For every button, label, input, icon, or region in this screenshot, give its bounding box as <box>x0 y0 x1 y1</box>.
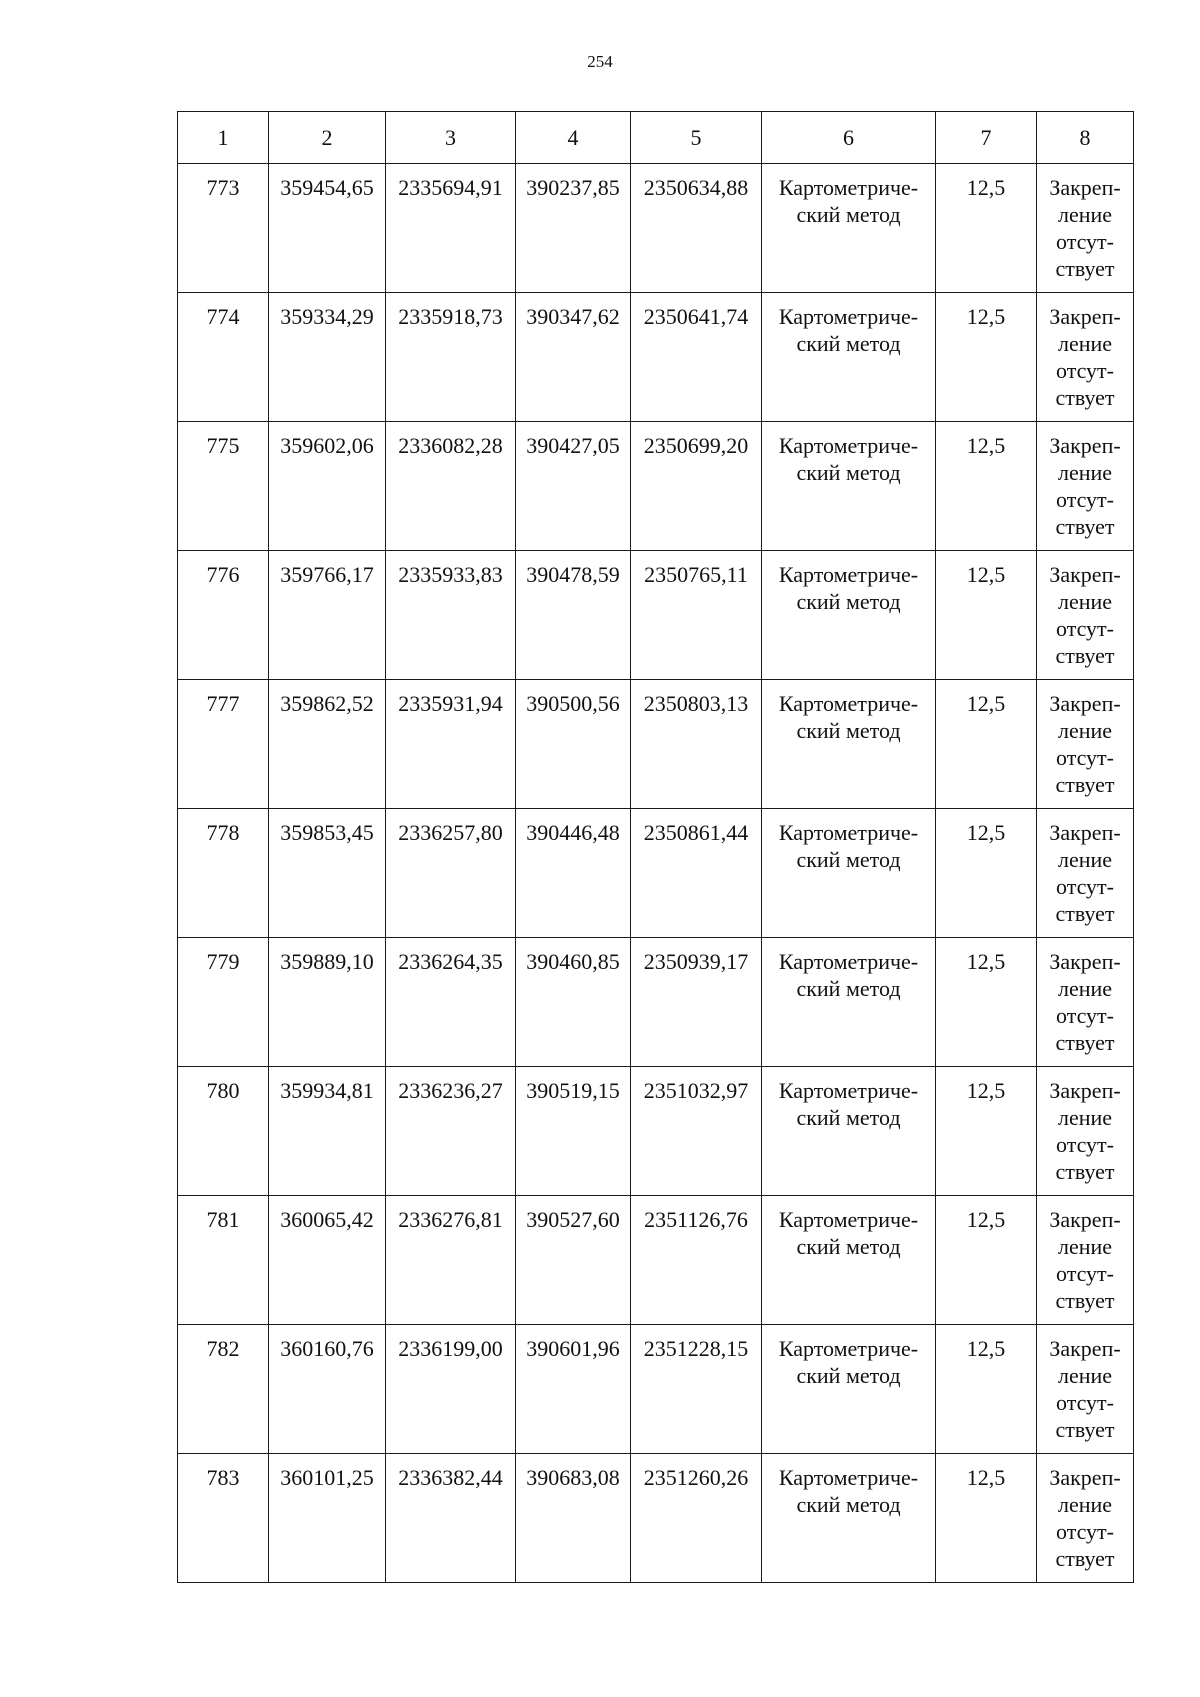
coord-x1-cell: 359766,17 <box>269 551 386 680</box>
marking-cell <box>1037 809 1134 938</box>
table-row <box>178 551 1134 680</box>
method-line: ский метод <box>796 460 901 485</box>
method-cell <box>762 551 936 680</box>
marking-line: отсут- <box>1055 487 1114 512</box>
coord-x2-cell: 390527,60 <box>516 1196 631 1325</box>
table-row <box>178 809 1134 938</box>
accuracy-cell: 12,5 <box>936 422 1037 551</box>
table-row <box>178 422 1134 551</box>
coord-y2-cell: 2351260,26 <box>631 1454 762 1583</box>
table-header <box>178 112 1134 164</box>
coord-y1-cell: 2336199,00 <box>386 1325 516 1454</box>
marking-line: ствует <box>1055 385 1115 410</box>
coord-x1-cell: 360160,76 <box>269 1325 386 1454</box>
marking-line: ление <box>1057 718 1113 743</box>
accuracy-cell: 12,5 <box>936 551 1037 680</box>
coord-x2-cell: 390237,85 <box>516 164 631 293</box>
marking-line: ствует <box>1055 643 1115 668</box>
coord-y2-cell: 2350861,44 <box>631 809 762 938</box>
marking-line: ствует <box>1055 256 1115 281</box>
coord-x1-cell: 360101,25 <box>269 1454 386 1583</box>
marking-line: отсут- <box>1055 1261 1114 1286</box>
method-line: Картометриче- <box>778 562 919 587</box>
marking-line: отсут- <box>1055 1003 1114 1028</box>
marking-line: ствует <box>1055 1417 1115 1442</box>
marking-cell <box>1037 680 1134 809</box>
marking-line: ствует <box>1055 514 1115 539</box>
method-cell <box>762 1325 936 1454</box>
header-cell: 7 <box>936 112 1037 164</box>
table-row <box>178 293 1134 422</box>
coord-y2-cell: 2350939,17 <box>631 938 762 1067</box>
method-line: ский метод <box>796 1363 901 1388</box>
marking-line: отсут- <box>1055 1132 1114 1157</box>
method-line: Картометриче- <box>778 1465 919 1490</box>
coord-x2-cell: 390446,48 <box>516 809 631 938</box>
coord-x2-cell: 390347,62 <box>516 293 631 422</box>
coordinates-table <box>177 111 1134 1583</box>
coord-y2-cell: 2351126,76 <box>631 1196 762 1325</box>
method-cell <box>762 680 936 809</box>
marking-cell <box>1037 1196 1134 1325</box>
point-number-cell: 773 <box>178 164 269 293</box>
marking-line: ствует <box>1055 1546 1115 1571</box>
marking-line: Закреп- <box>1049 1465 1121 1490</box>
marking-line: Закреп- <box>1049 1336 1121 1361</box>
marking-cell <box>1037 1454 1134 1583</box>
marking-line: ствует <box>1055 1030 1115 1055</box>
method-line: ский метод <box>796 976 901 1001</box>
method-cell <box>762 809 936 938</box>
header-cell: 5 <box>631 112 762 164</box>
header-cell: 2 <box>269 112 386 164</box>
coord-y1-cell: 2335918,73 <box>386 293 516 422</box>
marking-line: Закреп- <box>1049 175 1121 200</box>
marking-line: Закреп- <box>1049 1207 1121 1232</box>
point-number-cell: 774 <box>178 293 269 422</box>
coord-x1-cell: 359454,65 <box>269 164 386 293</box>
method-line: Картометриче- <box>778 433 919 458</box>
method-line: Картометриче- <box>778 175 919 200</box>
point-number-cell: 775 <box>178 422 269 551</box>
coord-y2-cell: 2350803,13 <box>631 680 762 809</box>
accuracy-cell: 12,5 <box>936 938 1037 1067</box>
coord-x1-cell: 359934,81 <box>269 1067 386 1196</box>
coord-y2-cell: 2351228,15 <box>631 1325 762 1454</box>
marking-line: ствует <box>1055 1159 1115 1184</box>
marking-cell <box>1037 422 1134 551</box>
coord-x2-cell: 390683,08 <box>516 1454 631 1583</box>
method-line: ский метод <box>796 589 901 614</box>
point-number-cell: 778 <box>178 809 269 938</box>
coord-y2-cell: 2350634,88 <box>631 164 762 293</box>
marking-cell <box>1037 164 1134 293</box>
point-number-cell: 780 <box>178 1067 269 1196</box>
marking-line: отсут- <box>1055 229 1114 254</box>
table-row <box>178 1454 1134 1583</box>
header-cell: 4 <box>516 112 631 164</box>
page-number: 254 <box>587 52 613 71</box>
method-line: Картометриче- <box>778 691 919 716</box>
marking-line: ление <box>1057 202 1113 227</box>
accuracy-cell: 12,5 <box>936 1325 1037 1454</box>
marking-cell <box>1037 1067 1134 1196</box>
marking-line: Закреп- <box>1049 1078 1121 1103</box>
coord-x1-cell: 359602,06 <box>269 422 386 551</box>
header-cell: 8 <box>1037 112 1134 164</box>
marking-line: ствует <box>1055 1288 1115 1313</box>
accuracy-cell: 12,5 <box>936 680 1037 809</box>
marking-cell <box>1037 1325 1134 1454</box>
coord-y2-cell: 2350641,74 <box>631 293 762 422</box>
marking-line: Закреп- <box>1049 304 1121 329</box>
marking-cell <box>1037 551 1134 680</box>
point-number-cell: 776 <box>178 551 269 680</box>
marking-line: отсут- <box>1055 1519 1114 1544</box>
accuracy-cell: 12,5 <box>936 164 1037 293</box>
table-row <box>178 1196 1134 1325</box>
coord-x2-cell: 390460,85 <box>516 938 631 1067</box>
method-line: ский метод <box>796 718 901 743</box>
method-cell <box>762 1454 936 1583</box>
method-line: ский метод <box>796 847 901 872</box>
method-cell <box>762 938 936 1067</box>
accuracy-cell: 12,5 <box>936 1067 1037 1196</box>
coord-x1-cell: 359334,29 <box>269 293 386 422</box>
marking-line: отсут- <box>1055 874 1114 899</box>
point-number-cell: 782 <box>178 1325 269 1454</box>
point-number-cell: 777 <box>178 680 269 809</box>
marking-line: ление <box>1057 1105 1113 1130</box>
method-cell <box>762 293 936 422</box>
marking-line: Закреп- <box>1049 691 1121 716</box>
method-line: ский метод <box>796 1105 901 1130</box>
method-cell <box>762 1067 936 1196</box>
table-row <box>178 1325 1134 1454</box>
coord-y1-cell: 2336264,35 <box>386 938 516 1067</box>
coord-x2-cell: 390500,56 <box>516 680 631 809</box>
method-line: ский метод <box>796 1234 901 1259</box>
marking-line: ление <box>1057 331 1113 356</box>
marking-line: отсут- <box>1055 1390 1114 1415</box>
coord-y1-cell: 2335931,94 <box>386 680 516 809</box>
accuracy-cell: 12,5 <box>936 809 1037 938</box>
marking-line: отсут- <box>1055 616 1114 641</box>
point-number-cell: 781 <box>178 1196 269 1325</box>
method-line: Картометриче- <box>778 1078 919 1103</box>
coord-y2-cell: 2350765,11 <box>631 551 762 680</box>
method-line: ский метод <box>796 202 901 227</box>
accuracy-cell: 12,5 <box>936 1196 1037 1325</box>
marking-line: ление <box>1057 1492 1113 1517</box>
marking-line: ствует <box>1055 772 1115 797</box>
coord-y1-cell: 2336257,80 <box>386 809 516 938</box>
coord-x1-cell: 359889,10 <box>269 938 386 1067</box>
coord-y1-cell: 2336082,28 <box>386 422 516 551</box>
method-line: Картометриче- <box>778 1336 919 1361</box>
marking-cell <box>1037 938 1134 1067</box>
marking-line: Закреп- <box>1049 433 1121 458</box>
method-line: Картометриче- <box>778 1207 919 1232</box>
point-number-cell: 779 <box>178 938 269 1067</box>
header-row <box>178 112 1134 164</box>
marking-line: отсут- <box>1055 358 1114 383</box>
method-line: Картометриче- <box>778 949 919 974</box>
method-cell <box>762 1196 936 1325</box>
coord-x2-cell: 390478,59 <box>516 551 631 680</box>
table-body <box>178 164 1134 1583</box>
marking-line: ление <box>1057 589 1113 614</box>
table-row <box>178 164 1134 293</box>
marking-cell <box>1037 293 1134 422</box>
coord-y1-cell: 2336236,27 <box>386 1067 516 1196</box>
header-cell: 6 <box>762 112 936 164</box>
accuracy-cell: 12,5 <box>936 1454 1037 1583</box>
accuracy-cell: 12,5 <box>936 293 1037 422</box>
header-cell: 1 <box>178 112 269 164</box>
marking-line: Закреп- <box>1049 949 1121 974</box>
marking-line: отсут- <box>1055 745 1114 770</box>
method-cell <box>762 164 936 293</box>
coord-x1-cell: 360065,42 <box>269 1196 386 1325</box>
table-row <box>178 680 1134 809</box>
point-number-cell: 783 <box>178 1454 269 1583</box>
coord-x2-cell: 390427,05 <box>516 422 631 551</box>
marking-line: ление <box>1057 847 1113 872</box>
table-row <box>178 938 1134 1067</box>
marking-line: ление <box>1057 460 1113 485</box>
marking-line: Закреп- <box>1049 820 1121 845</box>
marking-line: ление <box>1057 1363 1113 1388</box>
table-row <box>178 1067 1134 1196</box>
coord-x2-cell: 390601,96 <box>516 1325 631 1454</box>
method-line: Картометриче- <box>778 820 919 845</box>
marking-line: Закреп- <box>1049 562 1121 587</box>
marking-line: ствует <box>1055 901 1115 926</box>
marking-line: ление <box>1057 1234 1113 1259</box>
coord-y1-cell: 2335694,91 <box>386 164 516 293</box>
coord-y1-cell: 2335933,83 <box>386 551 516 680</box>
method-line: Картометриче- <box>778 304 919 329</box>
coord-y2-cell: 2351032,97 <box>631 1067 762 1196</box>
method-line: ский метод <box>796 331 901 356</box>
method-line: ский метод <box>796 1492 901 1517</box>
marking-line: ление <box>1057 976 1113 1001</box>
coord-y1-cell: 2336276,81 <box>386 1196 516 1325</box>
header-cell: 3 <box>386 112 516 164</box>
method-cell <box>762 422 936 551</box>
coord-y2-cell: 2350699,20 <box>631 422 762 551</box>
coord-x2-cell: 390519,15 <box>516 1067 631 1196</box>
coord-x1-cell: 359862,52 <box>269 680 386 809</box>
coord-x1-cell: 359853,45 <box>269 809 386 938</box>
coord-y1-cell: 2336382,44 <box>386 1454 516 1583</box>
